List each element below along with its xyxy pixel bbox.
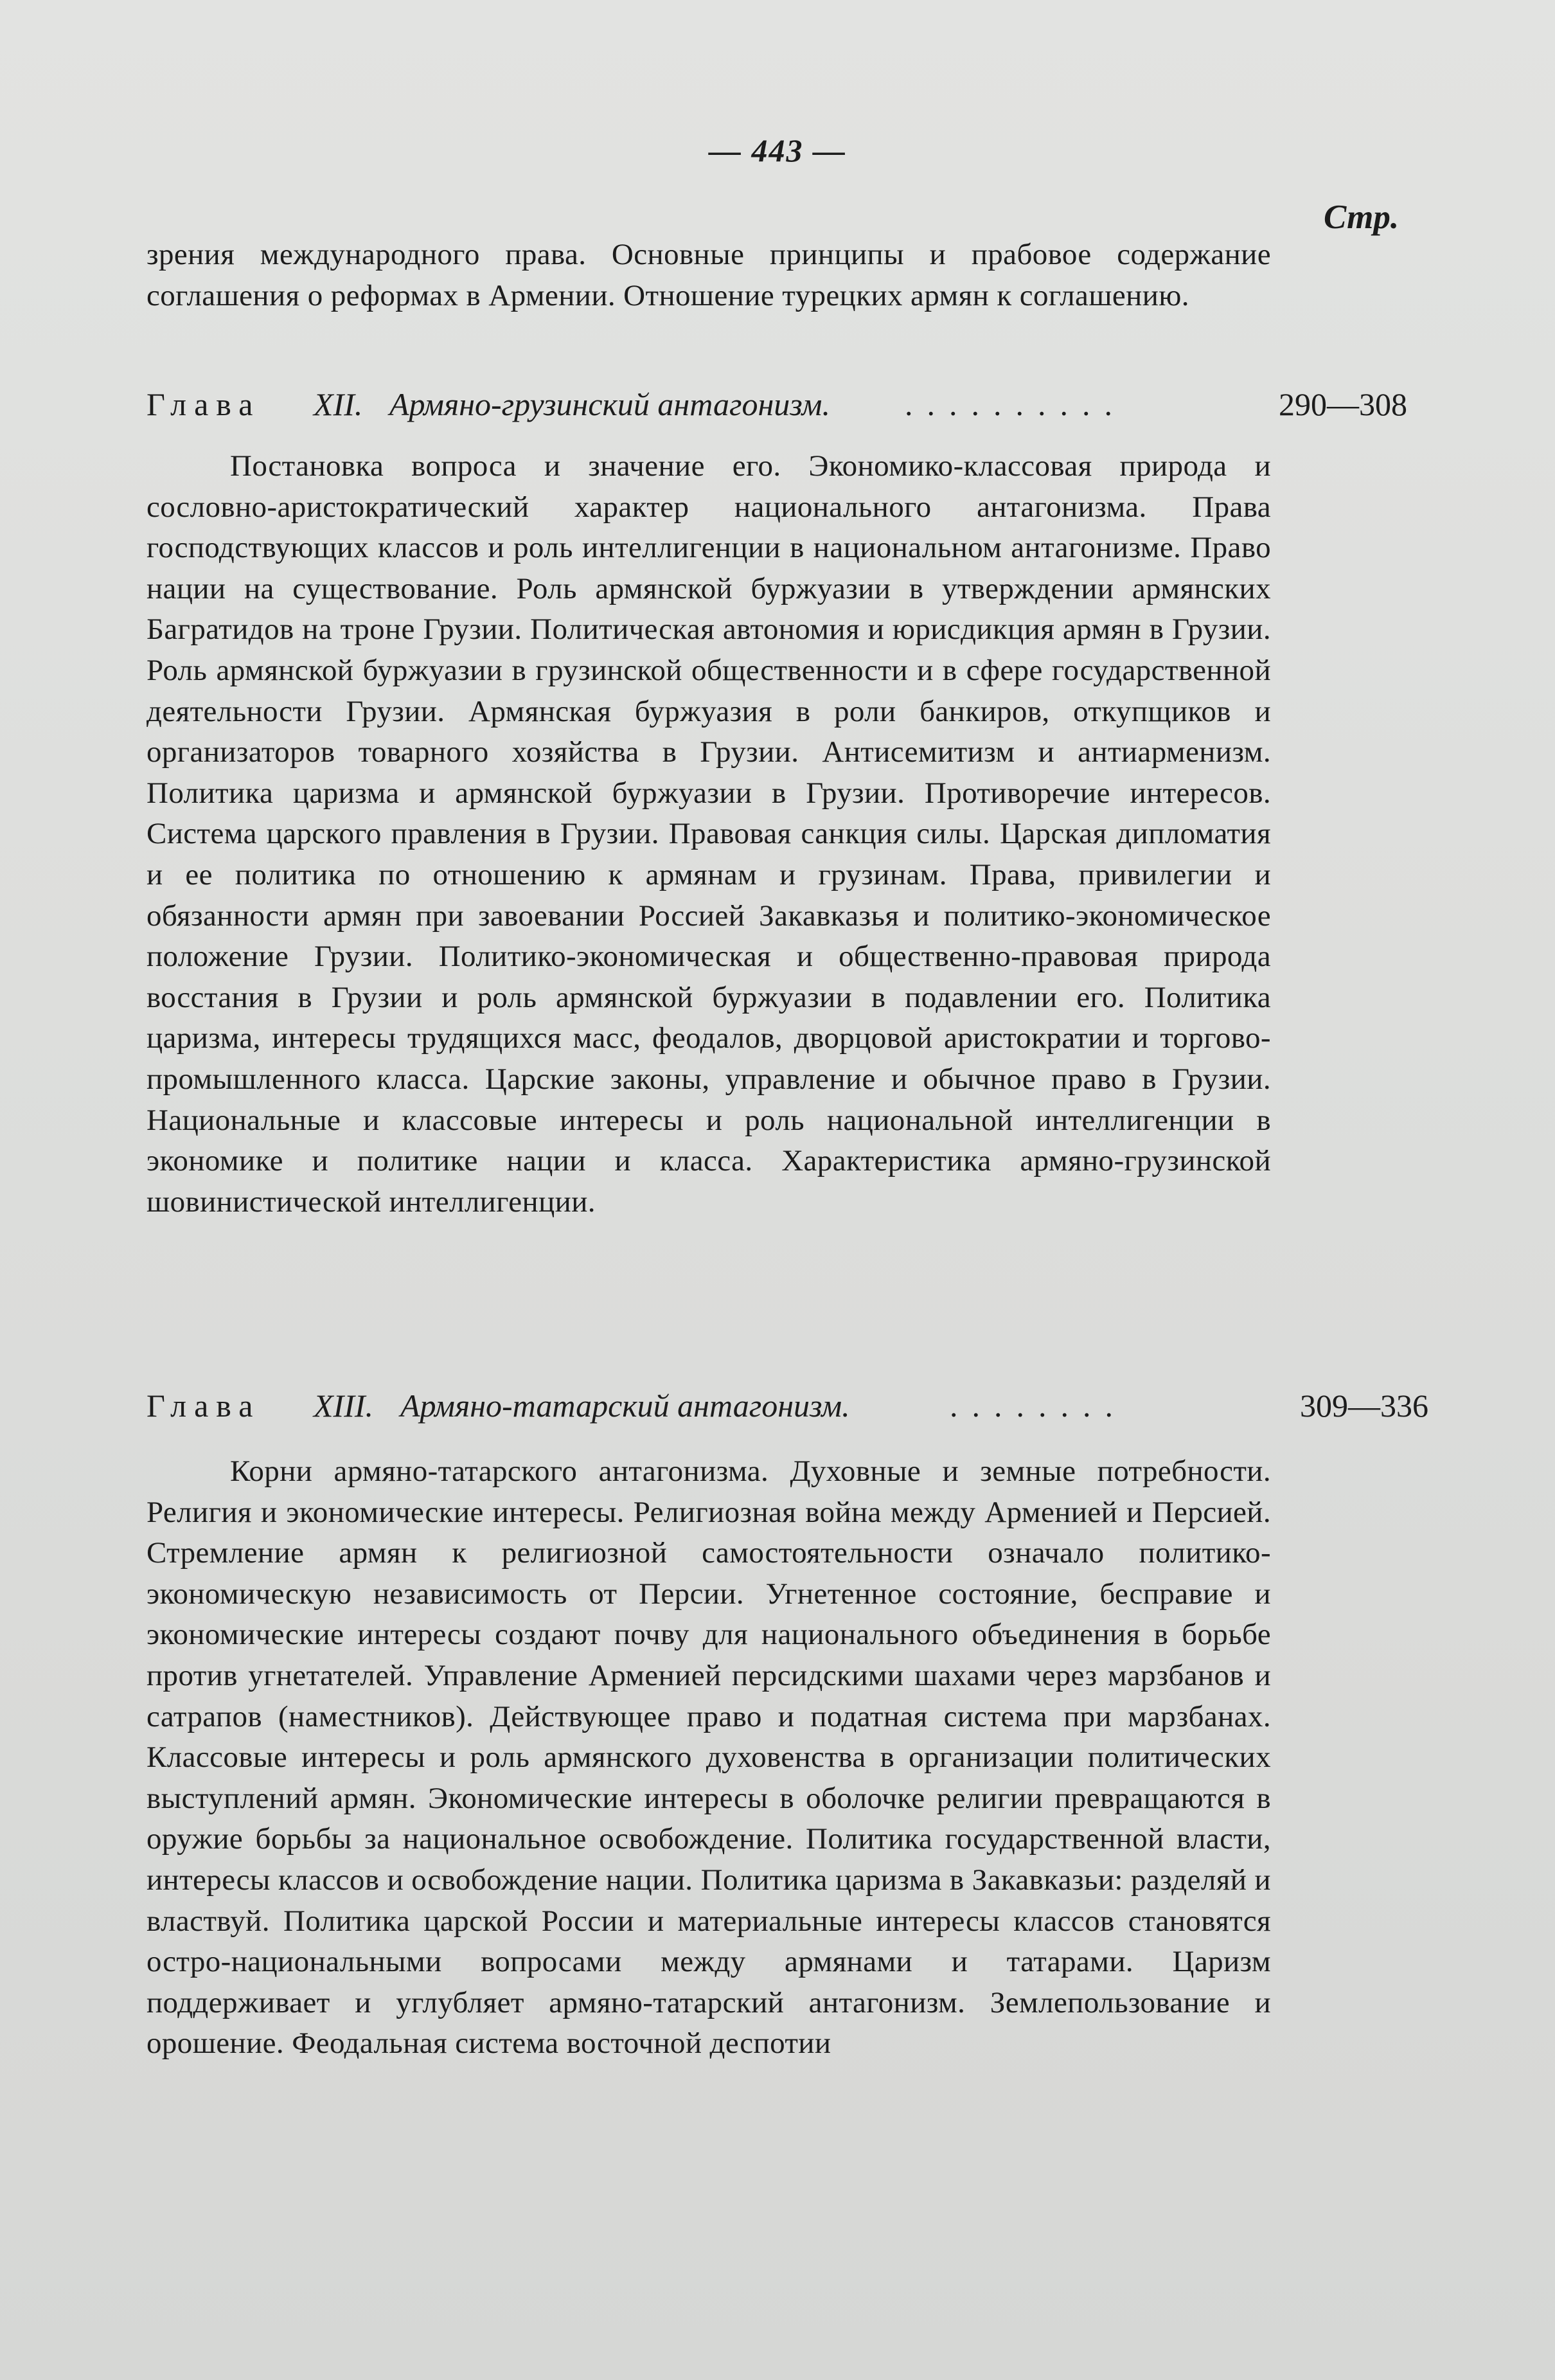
chapter-summary-xii: Постановка вопроса и значение его. Экономико-классовая природа и сословно-аристократический характер национального антагонизма. Права господствующих классов и роль интеллигенции в национальном антагонизме. Право нации на существование. Роль армянской буржуазии в утверждении армянских Багратидов на троне Грузии. Политическая автономия и юрисдикция армян в Грузии. Роль армянской буржуазии в грузинской общественности и в сфере государственной деятельности Грузии. Армянская буржуазия в роли банкиров, откупщиков и организаторов товарного хозяйства в Грузии. Антисемитизм и антиарменизм. Политика царизма и армянской буржуазии в Грузии. Противоречие интересов. Система царского правления в Грузии. Правовая санкция силы. Царская дипломатия и ее политика по отношению к армянам и грузинам. Права, привилегии и обязанности армян при завоевании Россией Закавказья и политико-экономическое положение Грузии. Политико-экономическая и общественно-правовая природа восстания в Грузии и роль армянской буржуазии в подавлении его. Политика царизма, интересы трудящихся масс, феодалов, дворцовой аристократии и торгово-промышленного класса. Царские законы, управление и обычное право в Грузии. Национальные и классовые интересы и роль национальной интеллигенции в экономике и политике нации и класса. Характеристика армяно-грузинской шовинистической интеллигенции. xyxy=(147,449,1271,1219)
chapter-heading-xii xyxy=(147,382,1425,427)
dot-leaders: .......... xyxy=(905,386,1126,422)
chapter-pages: 309—336 xyxy=(1300,1388,1428,1424)
chapter-title: Армяно-татарский антагонизм. xyxy=(400,1388,850,1424)
page-number: — 443 — xyxy=(709,132,846,168)
chapter-summary-xiii: Корни армяно-татарского антагонизма. Духовные и земные потребности. Религия и экономические интересы. Религиозная война между Арменией и Персией. Стремление армян к религиозной самостоятельности означало политико-экономическую независимость от Персии. Угнетенное состояние, бесправие и экономические интересы создают почву для национального объединения в борьбе против угнетателей. Управление Арменией персидскими шахами через марзбанов и сатрапов (наместников). Действующее право и податная система при марзбанах. Классовые интересы и роль армянского духовенства в организации политических выступлений армян. Экономические интересы в оболочке религии превращаются в оружие борьбы за национальное освобождение. Политика государственной власти, интересы классов и освобождение нации. Политика царизма в Закавказьи: разделяй и властвуй. Политика царской России и материальные интересы классов становятся остро-национальными вопросами между армянами и татарами. Царизм поддерживает и углубляет армяно-татарский антагонизм. Землепользование и орошение. Феодальная система восточной деспотии xyxy=(147,1454,1271,2061)
column-header-pages: Стр. xyxy=(1324,199,1400,236)
chapter-heading-xiii xyxy=(147,1383,1428,1428)
chapter-title: Армяно-грузинский антагонизм. xyxy=(389,386,830,422)
dot-leaders: ........ xyxy=(950,1388,1127,1424)
chapter-label: Глава xyxy=(147,1388,261,1424)
chapter-numeral: XIII. xyxy=(314,1388,373,1424)
chapter-label: Глава xyxy=(147,386,261,422)
chapter-numeral: XII. xyxy=(314,386,363,422)
chapter-pages: 290—308 xyxy=(1279,386,1407,422)
intro-paragraph: зрения международного права. Основные принципы и прабовое содержание соглашения о реформах в Армении. Отношение турецких армян к соглашению. xyxy=(147,238,1271,312)
